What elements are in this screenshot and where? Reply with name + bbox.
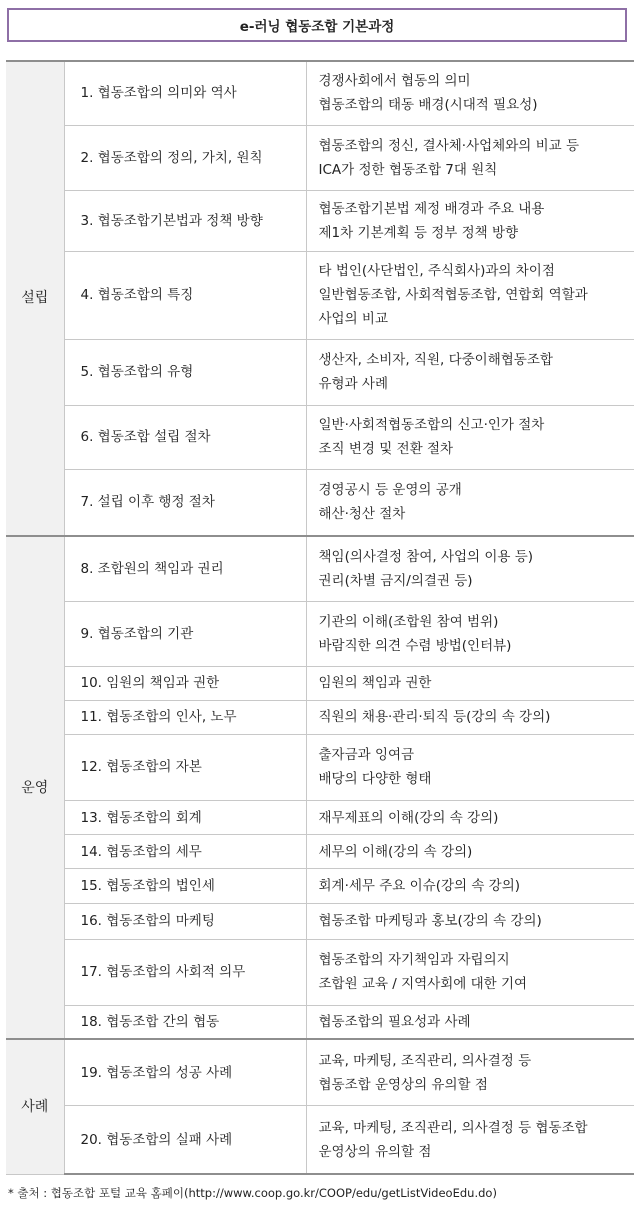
description-line: 일반·사회적협동조합의 신고·인가 절차: [318, 417, 545, 434]
description-line: 조직 변경 및 전환 절차: [318, 441, 454, 458]
table-row: [6, 904, 634, 939]
description-cell: [306, 666, 634, 700]
source-note: * 출처 : 협동조합 포털 교육 홈페이(http://www.coop.go.kr/COOP/edu/getListVideoEdu.do): [8, 1186, 497, 1200]
description-line: 협동조합의 자기책임과 자립의지: [318, 952, 510, 969]
description-cell: [306, 1005, 634, 1039]
description-line: 제1차 기본계획 등 정부 정책 방향: [318, 224, 519, 241]
topic-cell: 7. 설립 이후 행정 절차: [64, 470, 306, 536]
topic-cell: 9. 협동조합의 기관: [64, 602, 306, 666]
topic-cell: 3. 협동조합기본법과 정책 방향: [64, 190, 306, 251]
table-row: [6, 800, 634, 834]
description-cell: [306, 734, 634, 800]
description-cell: [306, 835, 634, 869]
description-line: 협동조합의 태동 배경(시대적 필요성): [318, 97, 538, 114]
description-line: 임원의 책임과 권한: [318, 675, 432, 692]
table-row: [6, 536, 634, 602]
table-row: [6, 734, 634, 800]
section-label: 설립: [6, 61, 64, 536]
description-cell: [306, 339, 634, 405]
table-row: [6, 602, 634, 666]
table-row: [6, 251, 634, 339]
description-cell: [306, 1106, 634, 1174]
section-label: 사례: [6, 1039, 64, 1174]
topic-cell: 5. 협동조합의 유형: [64, 339, 306, 405]
topic-cell: 14. 협동조합의 세무: [64, 835, 306, 869]
table-row: [6, 1005, 634, 1039]
topic-cell: 12. 협동조합의 자본: [64, 734, 306, 800]
description-line: 협동조합의 필요성과 사례: [318, 1014, 471, 1031]
course-title: e-러닝 협동조합 기본과정: [239, 19, 395, 35]
table-row: [6, 1106, 634, 1174]
description-cell: [306, 939, 634, 1005]
table-row: [6, 835, 634, 869]
description-line: 배당의 다양한 형태: [318, 771, 432, 788]
table-row: [6, 700, 634, 734]
topic-cell: 4. 협동조합의 특징: [64, 251, 306, 339]
description-line: 교육, 마케팅, 조직관리, 의사결정 등 협동조합: [318, 1119, 588, 1136]
description-cell: [306, 190, 634, 251]
description-cell: [306, 1039, 634, 1105]
description-cell: [306, 470, 634, 536]
description-cell: [306, 61, 634, 125]
description-cell: [306, 700, 634, 734]
table-row: [6, 666, 634, 700]
description-line: 운영상의 유의할 점: [318, 1143, 432, 1160]
description-line: 생산자, 소비자, 직원, 다중이해협동조합: [318, 352, 553, 369]
topic-cell: 19. 협동조합의 성공 사례: [64, 1039, 306, 1105]
description-cell: [306, 536, 634, 602]
description-line: 유형과 사례: [318, 376, 388, 393]
topic-cell: 1. 협동조합의 의미와 역사: [64, 61, 306, 125]
description-cell: [306, 251, 634, 339]
description-line: 책임(의사결정 참여, 사업의 이용 등): [318, 549, 534, 566]
description-line: 권리(차별 금지/의결권 등): [318, 573, 473, 590]
table-row: [6, 1039, 634, 1105]
description-line: 재무제표의 이해(강의 속 강의): [318, 809, 499, 826]
description-line: 경쟁사회에서 협동의 의미: [318, 73, 471, 90]
description-cell: [306, 869, 634, 904]
description-line: 교육, 마케팅, 조직관리, 의사결정 등: [318, 1052, 532, 1069]
topic-cell: 13. 협동조합의 회계: [64, 800, 306, 834]
topic-cell: 6. 협동조합 설립 절차: [64, 405, 306, 469]
description-line: 일반협동조합, 사회적협동조합, 연합회 역할과: [318, 287, 588, 304]
table-row: [6, 470, 634, 536]
table-row: [6, 339, 634, 405]
description-line: 출자금과 잉여금: [318, 747, 415, 764]
topic-cell: 2. 협동조합의 정의, 가치, 원칙: [64, 125, 306, 190]
description-cell: [306, 602, 634, 666]
section-label: 운영: [6, 536, 64, 1040]
description-line: 조합원 교육 / 지역사회에 대한 기여: [318, 976, 528, 993]
description-line: 타 법인(사단법인, 주식회사)과의 차이점: [318, 263, 555, 280]
course-table: [6, 60, 634, 1175]
description-line: 직원의 채용·관리·퇴직 등(강의 속 강의): [318, 709, 551, 726]
course-title-box: [7, 8, 627, 42]
topic-cell: 15. 협동조합의 법인세: [64, 869, 306, 904]
table-row: [6, 61, 634, 125]
description-line: 경영공시 등 운영의 공개: [318, 482, 462, 499]
description-cell: [306, 405, 634, 469]
table-row: [6, 125, 634, 190]
topic-cell: 11. 협동조합의 인사, 노무: [64, 700, 306, 734]
description-line: ICA가 정한 협동조합 7대 원칙: [318, 161, 498, 178]
description-line: 기관의 이해(조합원 참여 범위): [318, 613, 499, 630]
topic-cell: 8. 조합원의 책임과 권리: [64, 536, 306, 602]
description-line: 협동조합 마케팅과 홍보(강의 속 강의): [318, 913, 542, 930]
topic-cell: 10. 임원의 책임과 권한: [64, 666, 306, 700]
table-row: [6, 190, 634, 251]
description-line: 협동조합기본법 제정 배경과 주요 내용: [318, 200, 545, 217]
description-line: 협동조합 운영상의 유의할 점: [318, 1076, 488, 1093]
topic-cell: 20. 협동조합의 실패 사례: [64, 1106, 306, 1174]
description-line: 협동조합의 정신, 결사체·사업체와의 비교 등: [318, 137, 579, 154]
description-line: 사업의 비교: [318, 311, 388, 328]
description-cell: [306, 904, 634, 939]
description-line: 해산·청산 절차: [318, 506, 406, 523]
description-line: 세무의 이해(강의 속 강의): [318, 843, 473, 860]
topic-cell: 16. 협동조합의 마케팅: [64, 904, 306, 939]
description-line: 바람직한 의견 수렴 방법(인터뷰): [318, 637, 512, 654]
topic-cell: 18. 협동조합 간의 협동: [64, 1005, 306, 1039]
topic-cell: 17. 협동조합의 사회적 의무: [64, 939, 306, 1005]
description-line: 회계·세무 주요 이슈(강의 속 강의): [318, 878, 521, 895]
table-row: [6, 869, 634, 904]
description-cell: [306, 125, 634, 190]
table-row: [6, 405, 634, 469]
table-row: [6, 939, 634, 1005]
description-cell: [306, 800, 634, 834]
